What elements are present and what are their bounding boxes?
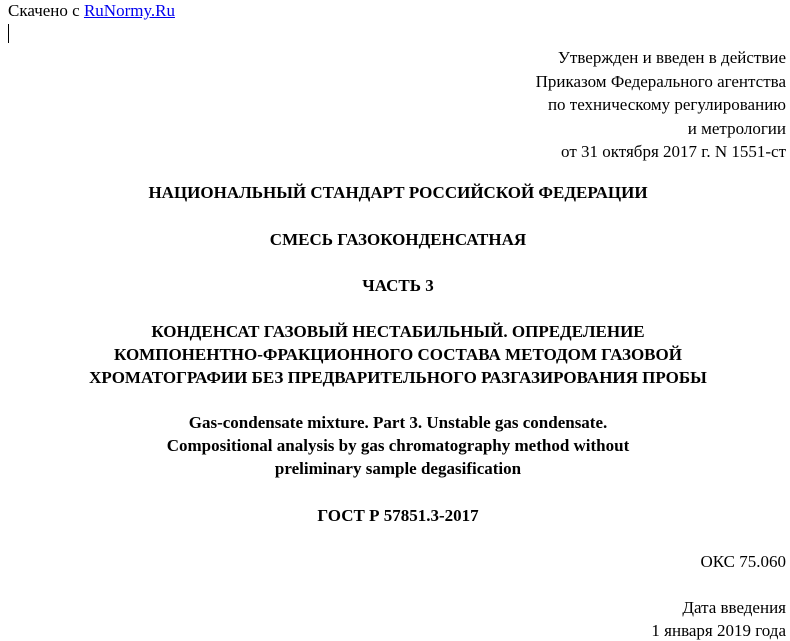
oks-code: ОКС 75.060 <box>700 552 786 571</box>
intro-date-value: 1 января 2019 года <box>651 621 786 640</box>
source-line <box>8 1 175 21</box>
standard-part <box>0 274 790 297</box>
english-line: preliminary sample degasification <box>274 459 522 478</box>
approval-line: Утвержден и введен в действие <box>557 48 786 67</box>
source-prefix: Скачено с <box>8 1 84 20</box>
approval-line: от 31 октября 2017 г. N 1551-ст <box>561 142 786 161</box>
subtitle-line: КОМПОНЕНТНО-ФРАКЦИОННОГО СОСТАВА МЕТОДОМ ГАЗОВОЙ <box>114 345 682 364</box>
standard-title-text: СМЕСЬ ГАЗОКОНДЕНСАТНАЯ <box>269 230 527 249</box>
approval-line: по техническому регулированию <box>547 95 786 114</box>
standard-part-text: ЧАСТЬ 3 <box>362 276 434 295</box>
english-line: Compositional analysis by gas chromatography method without <box>166 436 630 455</box>
text-cursor <box>8 24 9 43</box>
standard-title <box>0 228 790 251</box>
standard-subtitle <box>0 320 790 389</box>
english-title <box>0 411 790 480</box>
subtitle-line: ХРОМАТОГРАФИИ БЕЗ ПРЕДВАРИТЕЛЬНОГО РАЗГАЗИРОВАНИЯ ПРОБЫ <box>89 368 707 387</box>
source-link[interactable]: RuNormy.Ru <box>83 1 175 20</box>
standard-code-text: ГОСТ Р 57851.3-2017 <box>317 506 479 525</box>
standard-heading-text: НАЦИОНАЛЬНЫЙ СТАНДАРТ РОССИЙСКОЙ ФЕДЕРАЦИИ <box>148 183 648 202</box>
approval-line: Приказом Федерального агентства <box>535 71 786 91</box>
approval-line: и метрологии <box>687 118 786 138</box>
subtitle-line: КОНДЕНСАТ ГАЗОВЫЙ НЕСТАБИЛЬНЫЙ. ОПРЕДЕЛЕНИЕ <box>151 322 645 341</box>
english-line: Gas-condensate mixture. Part 3. Unstable gas condensate. <box>188 413 608 432</box>
intro-date-label: Дата введения <box>682 598 786 617</box>
standard-code <box>0 504 790 527</box>
approval-block <box>536 46 786 164</box>
standard-heading <box>0 181 790 204</box>
